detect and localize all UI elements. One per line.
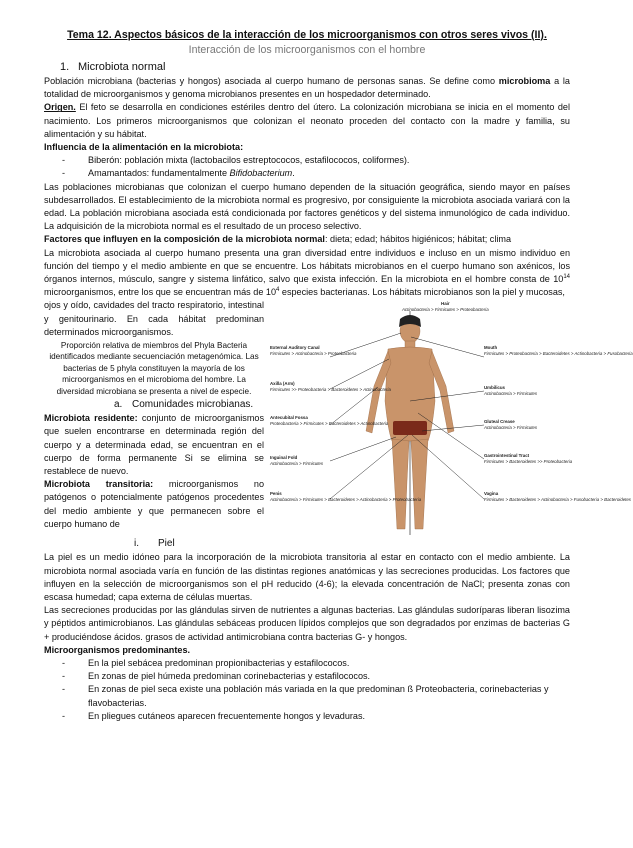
label-phyla: Firmicutes > Bacteroidetes > Actinobacteria > Fusobacteria > Bacteroidetes xyxy=(484,496,631,502)
document-page xyxy=(44,28,633,723)
list-item: - Biberón: población mixta (lactobacilos estreptococos, estafilococos, coliformes). xyxy=(44,154,570,167)
text-span: especies bacterianas. Los hábitats microbianos son la piel y mucosas, xyxy=(279,287,565,298)
paragraph-origin xyxy=(44,101,570,141)
text-span: : dieta; edad; hábitos higiénicos; hábitat; clima xyxy=(324,234,511,245)
title-sub: Interacción de los microorganismos con el hombre xyxy=(188,44,426,56)
label-phyla: Firmicutes > Bacteroidetes >> Proteobacteria xyxy=(484,458,573,464)
label-name: Axilla (Arm) xyxy=(270,381,295,387)
text-span: microorganismos, entre los que se encuentran más de 10 xyxy=(44,287,277,298)
label-phyla: Actinobacteria > Firmicutes xyxy=(484,424,538,430)
predominant-heading: Microorganismos predominantes. xyxy=(44,644,191,655)
label-name: Umbilicus xyxy=(484,385,505,391)
origin-label: Origen. xyxy=(44,102,76,113)
label-name: Gluteal Crease xyxy=(484,419,515,425)
document-title xyxy=(44,28,570,58)
subsection-letter: a. xyxy=(114,399,123,411)
label-gi xyxy=(484,453,572,463)
title-main: Tema 12. Aspectos básicos de la interacción de los microorganismos con otros seres vivos (II). xyxy=(67,29,547,41)
text-span: a la totalidad de microorganismos y genoma microbianos presentes en un hospedador determinado. xyxy=(44,76,570,100)
label-mouth xyxy=(484,345,633,355)
subsection-title: Comunidades microbianas. xyxy=(132,399,254,411)
influence-heading: Influencia de la alimentación en la microbiota: xyxy=(44,142,244,153)
label-antecubital xyxy=(270,415,388,425)
label-name: Vagina xyxy=(484,491,499,497)
paragraph-diversity xyxy=(44,247,570,300)
label-phyla: Firmicutes > Actinobacteria > Proteobacteria xyxy=(270,350,357,356)
superscript: 14 xyxy=(563,274,570,281)
label-name: Antecubital Fossa xyxy=(270,415,308,421)
label-phyla: Proteobacteria > Firmicutes > Bacteroidetes > Actinobacteria xyxy=(270,420,389,426)
text-span: Amamantados: fundamentalmente xyxy=(88,168,230,179)
label-name: Gastrointestinal Tract xyxy=(484,453,530,459)
paragraph-factors xyxy=(44,233,570,246)
split-section xyxy=(44,299,633,535)
predominant-list xyxy=(44,657,570,723)
section-number: 1. xyxy=(60,61,70,73)
paragraph-definition xyxy=(44,75,570,101)
text-span: La microbiota asociada al cuerpo humano presenta una gran diversidad entre individuos e incluso en un mismo individuo en función del tiempo y el medio ambiente en que se encuentre. Los hábitats microbianos en el cuerpo humano son axénicos, los órganos internos, músculo, sangre y sistema linfático, salvo que exista infección. En la microbiota en el hombre consta de 10 xyxy=(44,247,570,285)
label-phyla: Actinobacteria > Firmicutes xyxy=(484,390,538,396)
influence-list xyxy=(44,154,570,180)
text-span: conjunto de microorganismos que suelen encontrarse en determinada región del cuerpo y a determinada edad, se encuentran en el cuerpo de forma permanente Si se elimina se restablece de nuevo. xyxy=(44,413,265,476)
label-gluteal xyxy=(484,419,537,429)
text-span: El feto se desarrolla en condiciones estériles dentro del útero. La colonización microbiana se inicia en el momento del nacimiento. Los primeros microorganismos que colonizan el neonato proceden del contacto con la madre y familia, su alimentación y su hábitat. xyxy=(44,102,570,139)
label-ear xyxy=(270,345,356,355)
term-microbioma: microbioma xyxy=(498,76,551,86)
label-phyla: Actinobacteria > Firmicutes xyxy=(270,460,324,466)
section-heading xyxy=(60,60,570,74)
paragraph-populations: Las poblaciones microbianas que colonizan el cuerpo humano dependen de la situación geográfica, siendo mayor en países subdesarrollados. El establecimiento de la microbiota normal es progresivo, por consiguiente la microbiota asociada variará con la edad. La población microbiana asociada está condicionada por factores genéticos y del sistema inmunológico de cada individuo. La adquisición de la microbiota normal es el resultado de un proceso selectivo. xyxy=(44,181,570,232)
superscript: 4 xyxy=(276,287,280,294)
term-bifidobacterium: Bifidobacterium xyxy=(229,168,293,179)
paragraph-secretions: Las secreciones producidas por las glándulas sirven de nutrientes a algunas bacterias. Las glándulas sudoríparas liberan lisozima y péptidos antimicrobianos. Las glándulas sebáceas producen lípidos complejos que son degradados por enzimas de bacterias G + produciéndose ácidos. grasos de actividad antimicrobiana contra bacterias G- y hongos. xyxy=(44,605,570,642)
label-hair xyxy=(402,301,489,311)
label-penis xyxy=(270,491,421,501)
subsection-heading xyxy=(114,398,264,412)
paragraph-resident xyxy=(44,412,264,478)
text-span: microorganismos no patógenos o potencialmente patógenos procedentes del medio ambiente y que permanecen sobre el cuerpo humano de xyxy=(44,479,265,529)
label-name: Hair xyxy=(441,301,450,307)
paragraph-habitats: ojos y oído, cavidades del tracto respiratorio, intestinal y genitourinario. En cada hábitat predominan determinados microorganismos. xyxy=(44,300,264,337)
label-axilla xyxy=(270,381,391,391)
label-phyla: Actinobacteria > Firmicutes > Proteobacteria xyxy=(402,306,489,312)
list-item: - En zonas de piel húmeda predominan corinebacterias y estafilococos. xyxy=(44,670,570,683)
label-phyla: Firmicutes > Proteobacteria > Bacteroidetes > Actinobacteria > Fusobacteria xyxy=(484,350,633,356)
section-title: Microbiota normal xyxy=(78,61,166,73)
label-umbilicus xyxy=(484,385,537,395)
label-name: External Auditory Canal xyxy=(270,345,320,351)
figure-caption: Proporción relativa de miembros del Phyla Bacteria identificados mediante secuenciación metagenómica. Las bacterias de 5 phyla constituyen la mayoría de los microorganismos en el microbioma del hombre. La diversidad microbiana se presenta a nivel de especie. xyxy=(49,341,259,396)
resident-label: Microbiota residente: xyxy=(44,413,138,424)
list-item: - En la piel sebácea predominan propionibacterias y estafilococos. xyxy=(44,657,570,670)
list-item: - Amamantados: fundamentalmente Bifidobacterium. xyxy=(44,167,570,180)
label-name: Inguinal Fold xyxy=(270,455,298,461)
label-phyla: Firmicutes >> Proteobacteria > Bacteroidetes > Actinobacteria xyxy=(270,386,391,392)
list-item: - En zonas de piel seca existe una población más variada en la que predominan ß Proteobacteria, corinebacterias y flavobacterias. xyxy=(44,683,570,709)
factors-heading: Factores que influyen en la composición de la microbiota normal xyxy=(44,234,325,245)
label-phyla: Actinobacteria > Firmicutes > Bacteroidetes > Actinobacteria > Proteobacteria xyxy=(270,496,422,502)
subsection-numeral: i. xyxy=(134,538,139,550)
paragraph-transient xyxy=(44,478,264,531)
label-inguinal xyxy=(270,455,323,465)
label-name: Penis xyxy=(270,491,282,497)
label-name: Mouth xyxy=(484,345,498,351)
paragraph-skin: La piel es un medio idóneo para la incorporación de la microbiota transitoria al estar en contacto con el medio ambiente. La microbiota normal asociada varía en función de las distintas regiones anatómicas y las secreciones producidas. Los factores que influyen en la selección de microorganismos son el pH reducido (4-6); la elevada concentración de NaCl; presenta zonas con escasa humedad; capa externa de células muertas. xyxy=(44,552,570,603)
label-vagina xyxy=(484,491,631,501)
transient-label: Microbiota transitoria: xyxy=(44,479,154,490)
text-span: Población microbiana (bacterias y hongos) asociada al cuerpo humano de personas sanas. Se define como xyxy=(44,76,499,86)
body-microbiota-figure xyxy=(270,301,633,535)
subsection-title: Piel xyxy=(158,538,175,550)
list-item: - En pliegues cutáneos aparecen frecuentemente hongos y levaduras. xyxy=(44,710,570,723)
subsection-heading-piel xyxy=(134,537,570,551)
left-column xyxy=(44,299,264,530)
